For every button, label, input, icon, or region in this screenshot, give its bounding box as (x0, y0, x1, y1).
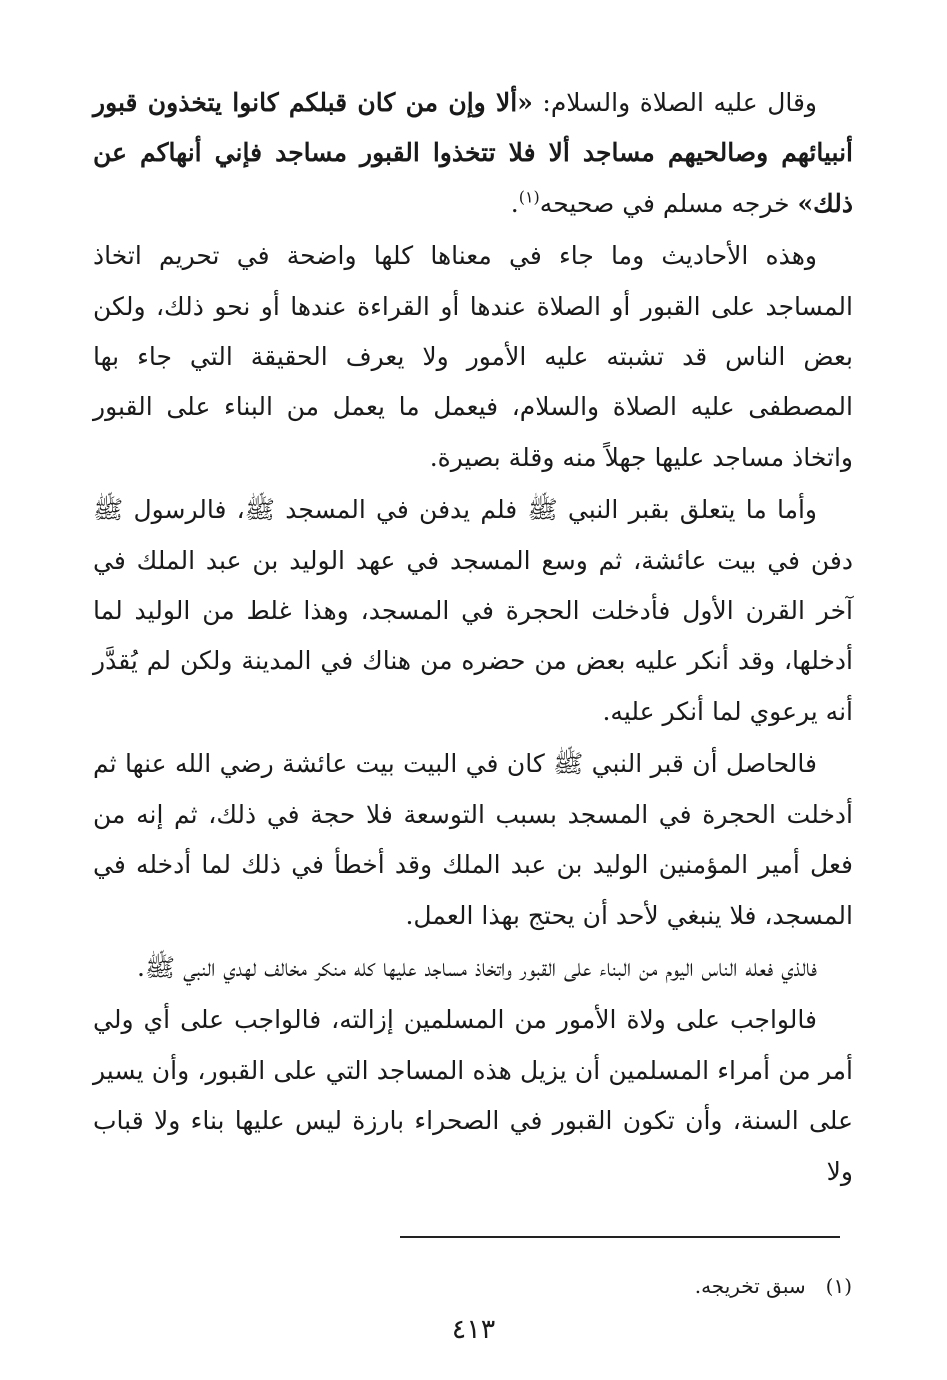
paragraph-2: وهذه الأحاديث وما جاء في معناها كلها واضحة في تحريم اتخاذ المساجد على القبور أو الصلاة عندها أو القراءة عندها أو نحو ذلك، ولكن بعض الناس قد تشبته عليه الأمور ولا يعرف الحقيقة التي جاء بها المصطفى عليه الصلاة والسلام، فيعمل ما يعمل من البناء على القبور واتخاذ مساجد عليها جهلاً منه وقلة بصيرة. (93, 241, 853, 472)
paragraph-1-end: . (510, 188, 519, 218)
paragraph-1-intro: وقال عليه الصلاة والسلام: (532, 88, 817, 117)
page-number: ٤١٣ (451, 1314, 496, 1345)
footnote (252, 1272, 852, 1300)
paragraph-3: وأما ما يتعلق بقبر النبي ﷺ فلم يدفن في المسجد ﷺ، فالرسول ﷺ دفن في بيت عائشة، ثم وسع المسجد في عهد الوليد بن عبد الملك في آخر القرن الأول فأدخلت الحجرة في المسجد، وهذا غلط من الوليد لما أدخلها، وقد أنكر عليه بعض من حضره من هناك في المدينة ولكن لم يُقدَّر أنه يرعوي لما أنكر عليه. (93, 495, 853, 726)
paragraph-5: فالذي فعله الناس اليوم من البناء على القبور واتخاذ مساجد عليها كله منكر مخالف لهدي النبي ﷺ. (136, 952, 817, 982)
footnote-divider (400, 1236, 840, 1238)
hadith-quote: «ألا وإن من كان قبلكم كانوا يتخذون قبور أنبيائهم وصالحيهم مساجد ألا فلا تتخذوا القبور مساجد فإني أنهاكم عن ذلك» (93, 88, 853, 218)
main-text (93, 78, 853, 1197)
footnote-reference[interactable]: (١) (518, 187, 540, 207)
paragraph-1 (93, 78, 853, 229)
paragraph-4: فالحاصل أن قبر النبي ﷺ كان في البيت بيت عائشة رضي الله عنها ثم أدخلت الحجرة في المسجد بسبب التوسعة فلا حجة في ذلك، ثم إنه من فعل أمير المؤمنين الوليد بن عبد الملك وقد أخطأ في ذلك لما أدخله في المسجد، فلا ينبغي لأحد أن يحتج بهذا العمل. (93, 749, 853, 930)
paragraph-1-source: خرجه مسلم في صحيحه (539, 188, 798, 218)
footnote-text: سبق تخريجه. (694, 1274, 806, 1298)
paragraph-6: فالواجب على ولاة الأمور من المسلمين إزالته، فالواجب على أي ولي أمر من أمراء المسلمين أن يزيل هذه المساجد التي على القبور، وأن يسير على السنة، وأن تكون القبور في الصحراء بارزة ليس عليها بناء ولا قباب ولا (93, 1005, 853, 1186)
footnote-number: (١) (825, 1274, 852, 1298)
